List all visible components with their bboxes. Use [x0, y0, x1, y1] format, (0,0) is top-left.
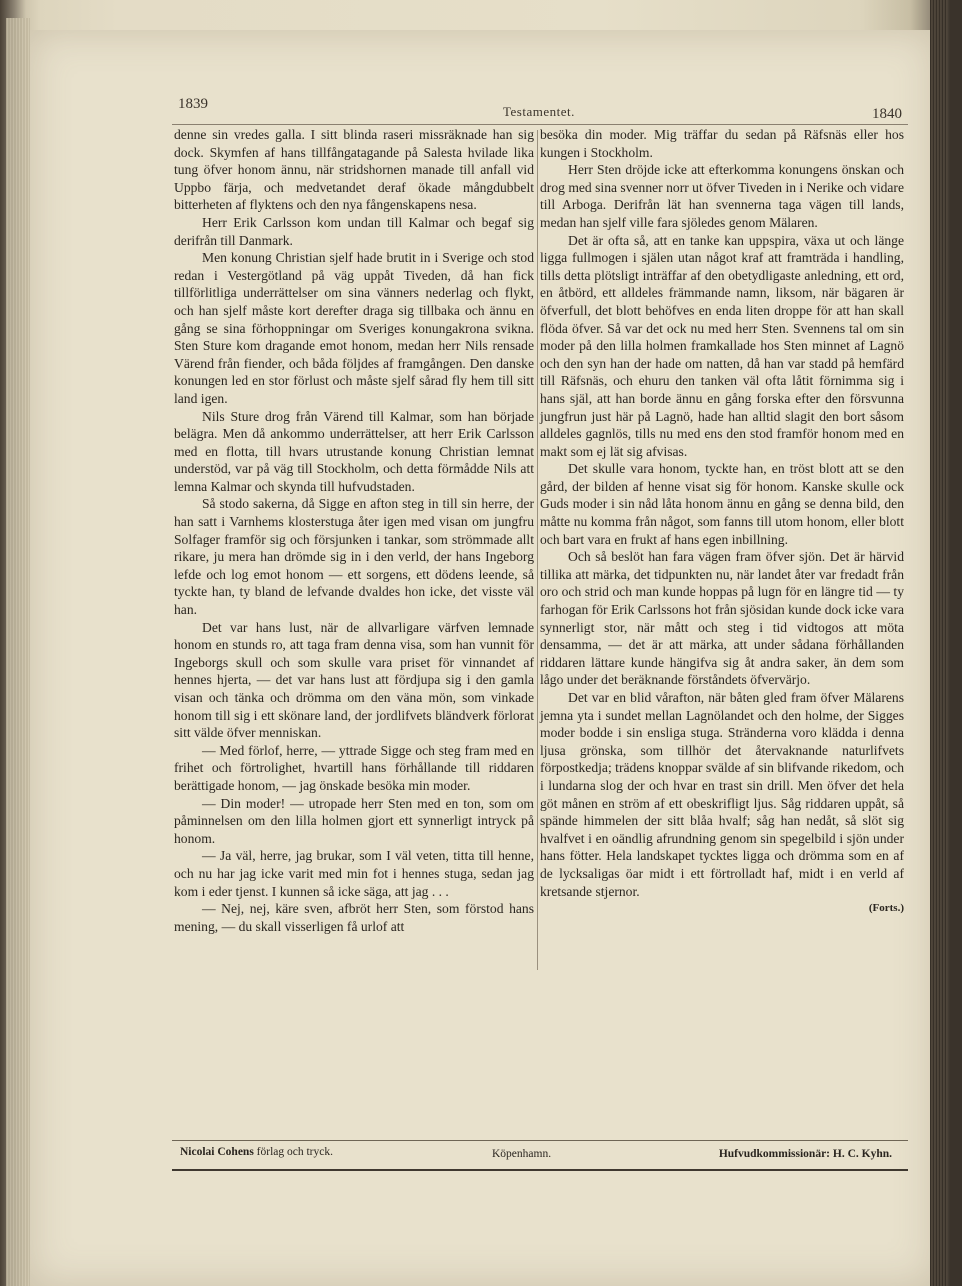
- page-stack-right: [930, 0, 948, 1286]
- page-number-right: 1840: [872, 106, 902, 122]
- paragraph: Nils Sture drog från Värend till Kalmar, som han började belägra. Men då ankommo underrättelser, att herr Erik Carlsson med en flotta, till hvars utrustande konung Christian lemnat understöd, var på väg till Stockholm, och detta förmådde Nils att lemna Kalmar och skynda till hufvudstaden.: [174, 408, 534, 494]
- paragraph: Men konung Christian sjelf hade brutit in i Sverige och stod redan i Vestergötland på väg uppåt Tiveden, då han fick tillförlitliga underrättelser om sina vänners nederlag och flykt, och han sjelf måste kort derefter draga sig tillbaka och ännu en gång se sina förhoppningar om Sveriges konungakrona svikna. Sten Sture kom dragande emot honom, medan herr Nils rensade Värend från fiender, och båda följdes af framgången. Den danske konungen led en stor förlust och måste sjelf sårad fly hem till sitt land igen.: [174, 250, 534, 406]
- paragraph: Det var en blid vårafton, när båten gled fram öfver Mälarens jemna yta i sundet mellan Lagnölandet och den holme, der Sigges moder bodde i sin ensliga stuga. Stränderna voro klädda i denna ljusa grönska, som tillhör det återvaknande naturlifvets förpostkedja; trädens knoppar svälde af sin blifvande rikedom, och i lundarna slog der och hvar en trast sin drill. Men öfver det hela göt månen en ström af ett obeskrifligt ljus. Såg riddaren uppåt, så spände himmelen der sitt blåa hvalf; såg han nedåt, så slöt sig hvalfvet i en oändlig afrundning genom sin spegelbild i sjön under hans fötter. Hela landskapet tycktes ligga och drömma som en af de lycksaligas öar midt i ett förtrolladt haf, midt i en verld af kretsande stjernor.: [540, 690, 904, 899]
- paragraph: — Nej, nej, käre sven, afbröt herr Sten, som förstod hans mening, — du skall visserligen få urlof att: [174, 901, 534, 934]
- paragraph: Det är ofta så, att en tanke kan uppspira, växa ut och länge ligga fullmogen i själen utan något kraf att framträda i handling, tills detta plötsligt inträffar af den obetydligaste anledning, ett ord, en åtbörd, ett alldeles främmande namn, liksom, när bägaren är öfverfull, det blott behöfves en enda liten droppe för att han skall flöda öfver. Så var det ock nu med herr Sten. Svennens tal om sin moder på den lilla holmen framkallade hos Sten minnet af Lagnö och den syn han der hade om natten, då han var stadd på hemfärd till Räfsnäs, och ehuru den tanken väl ofta låtit förnimma sig i hans själ, att han borde ännu en gång forska efter den försvunna jungfrun just här på Lagnö, hade han alltid slagit den bort såsom alldeles gagnlös, tills nu med ens den stod framför honom med en makt som ej lät sig afvisas.: [540, 232, 904, 459]
- page-footer: [180, 1146, 900, 1166]
- paragraph: Det var hans lust, när de allvarligare värfven lemnade honom en stunds ro, att taga fram denna visa, som han vunnit för Ingeborgs skull och som skulle vara priset för vinnandet af hennes hjerta, — det var hans lust att fördjupa sig i den gamla visan och tänka och drömma om den väna mön, som vinkade honom till sig i ett skönare land, der jordlifvets bländverk förlorat sitt välde öfver menniskan.: [174, 619, 534, 741]
- paragraph: denne sin vredes galla. I sitt blinda raseri missräknade han sig dock. Skymfen af hans tillfångatagande på Salesta hvilade lika tung öfver honom ännu, när stridshornen manade till anfall vid Uppbo färja, och medvetandet deraf ökade mångdubbelt bitterheten af flyktens och den nya fångenskapens nesa.: [174, 127, 534, 213]
- page-header: [178, 96, 908, 126]
- page-number-left: 1839: [178, 96, 208, 112]
- running-title: Testamentet.: [503, 104, 575, 119]
- continued-mark: (Forts.): [868, 902, 904, 915]
- city: Köpenhamn.: [492, 1148, 552, 1160]
- paragraph: — Din moder! — utropade herr Sten med en ton, som om påminnelsen om den lilla holmen gjort ett synnerligt intryck på honom.: [174, 795, 534, 846]
- right-column: [540, 126, 904, 918]
- header-rule: [172, 124, 908, 125]
- paragraph: Och så beslöt han fara vägen fram öfver sjön. Det är härvid tillika att märka, det tidpunkten nu, när landet åter var fredadt från oro och strid och man kunde hoppas på lugn för en längre tid — ty farhogan för Erik Carlssons hot från sjösidan kunde dock icke vara synnerligt stor, när mått och steg i tid vidtogos att möta densamma, — det är att märka, att under sådana förhållanden riddaren lättare kunde hängifva sig åt andra saker, än dem som lågo under det beräknande förståndets öfvervärjo.: [540, 549, 904, 688]
- commission-name: H. C. Kyhn.: [832, 1148, 892, 1160]
- left-column: [174, 126, 534, 935]
- paragraph: — Med förlof, herre, — yttrade Sigge och steg fram med en frihet och förtrolighet, hvartill hans förhållande till riddaren berättigade honom, — jag önskade besöka min moder.: [174, 742, 534, 793]
- paragraph: Så stodo sakerna, då Sigge en afton steg in till sin herre, der han satt i Varnhems klosterstuga åter igen med visan om jungfru Solfager framför sig och försjunken i tankar, som strömmade allt rikare, ju mera han drömde sig in i den verld, der hans Ingeborg lefde och log emot honom — ett sorgens, ett dödens leende, så tyckte han, ty bland de lefvande dvaldes hon icke, det visste väl han.: [174, 496, 534, 618]
- paragraph: — Ja väl, herre, jag brukar, som I väl veten, titta till henne, och nu har jag icke varit med min fot i hennes stuga, sedan jag kom i eder tjenst. I kunnen så icke säga, att jag . . .: [174, 848, 534, 899]
- publisher: [180, 1146, 333, 1158]
- footer-rule-thick: [172, 1169, 908, 1171]
- column-divider: [537, 130, 538, 970]
- page-stack-left: [6, 18, 30, 1286]
- publisher-rest: förlag och tryck.: [256, 1146, 333, 1158]
- paragraph: besöka din moder. Mig träffar du sedan på Räfsnäs eller hos kungen i Stockholm.: [540, 127, 904, 160]
- footer-rule: [172, 1140, 908, 1141]
- commission: [719, 1148, 892, 1160]
- paragraph: Herr Erik Carlsson kom undan till Kalmar och begaf sig derifrån till Danmark.: [174, 214, 534, 248]
- paragraph: Herr Sten dröjde icke att efterkomma konungens önskan och drog med sina svenner norr ut öfver Tiveden in i Nerike och vidare till Arboga. Derifrån lät han svennerna taga vägen till lands, medan han sjelf ville fara sjöledes genom Mälaren.: [540, 162, 904, 230]
- publisher-name: Nicolai Cohens: [180, 1146, 254, 1158]
- commission-label: Hufvudkommissionär:: [718, 1148, 830, 1160]
- paragraph: Det skulle vara honom, tyckte han, en tröst blott att se den gård, der bilden af henne visat sig för honom. Kanske skulle ock Guds moder i sin nåd låta honom ännu en gång se denna bild, den måtte nu komma från något, som fanns till utom honom, eller blott och bart vara en frukt af hans egen inbillning.: [540, 461, 904, 547]
- continued-line: [540, 900, 904, 918]
